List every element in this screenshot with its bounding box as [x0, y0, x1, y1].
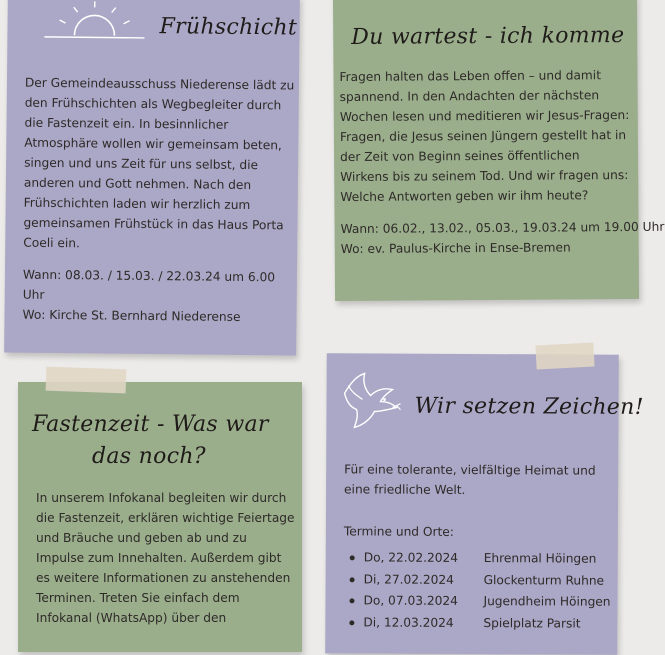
termin-date: Do, 07.03.2024: [363, 590, 483, 612]
bullet-icon: [349, 620, 354, 625]
note-text: Der Gemeindeausschuss Niederense lädt zu den Frühschichten als Wegbegleiter durch die Fastenzeit ein. In besinnlicher Atmosphäre wollen wir gemeinsam beten, singen und uns Zeit für uns selbst, die anderen und Gott nehmen. Nach den Frühschichten laden wir herzlich zum gemeinsamen Frühstück in das Haus Porta Coeli ein.: [23, 73, 295, 256]
note-body: [343, 459, 614, 634]
list-item: [344, 569, 614, 592]
note-fruehschicht: [4, 0, 300, 356]
note-title: Frühschicht: [159, 14, 297, 40]
termin-date: Do, 22.02.2024: [364, 547, 484, 569]
note-wann: Wann: 06.02., 13.02., 05.03., 19.03.24 um 19.00 Uhr: [340, 217, 630, 239]
termine-label: Termine und Orte:: [344, 521, 614, 542]
note-text: Für eine tolerante, vielfältige Heimat und eine friedliche Welt.: [344, 459, 614, 500]
termin-date: Di, 12.03.2024: [363, 612, 483, 634]
note-body: [22, 73, 295, 328]
tape-strip: [535, 342, 594, 369]
note-wann: Wann: 08.03. / 15.03. / 22.03.24 um 6.00 Uhr: [23, 265, 293, 308]
note-wo: Wo: ev. Paulus-Kirche in Ense-Bremen: [341, 237, 631, 259]
bullet-icon: [349, 598, 354, 603]
note-text: Fragen halten das Leben offen – und damit spannend. In den Andachten der nächsten Wochen lesen und meditieren wir Jesus-Fragen: Fragen, die Jesus seinen Jüngern gestellt hat in der Zeit von Beginn seines öffentlichen Wirkens bis zu seinem Tod. Und wir fragen uns: Welche Antworten geben wir ihm heute?: [339, 65, 630, 207]
note-body: [36, 488, 296, 628]
termin-place: Jugendheim Höingen: [483, 594, 610, 609]
sun-icon: [39, 0, 149, 44]
note-title: Wir setzen Zeichen!: [414, 394, 643, 420]
bullet-icon: [350, 577, 355, 582]
note-wir-setzen-zeichen: [325, 353, 619, 655]
list-item: [344, 547, 614, 570]
dove-icon: [334, 369, 404, 435]
termine-list: [343, 547, 613, 634]
termin-date: Di, 27.02.2024: [364, 569, 484, 591]
termin-place: Spielplatz Parsit: [483, 616, 580, 631]
list-item: [343, 612, 613, 635]
note-body: [339, 65, 630, 259]
note-du-wartest: [333, 0, 639, 301]
termin-place: Glockenturm Ruhne: [484, 573, 605, 588]
note-title: Du wartest - ich komme: [351, 23, 624, 50]
tape-strip: [46, 367, 127, 394]
termin-place: Ehrenmal Höingen: [484, 551, 597, 566]
note-text: In unserem Infokanal begleiten wir durch die Fastenzeit, erklären wichtige Feiertage und Bräuche und geben ab und zu Impulse zum Innehalten. Außerdem gibt es weitere Informationen zu anstehenden Terminen. Treten Sie einfach dem Infokanal (WhatsApp) über den: [36, 488, 296, 628]
note-fastenzeit: [18, 382, 302, 652]
note-title-line2: das noch?: [92, 444, 206, 469]
list-item: [343, 590, 613, 613]
note-title-line1: Fastenzeit - Was war: [32, 412, 269, 437]
bullet-icon: [350, 555, 355, 560]
note-wo: Wo: Kirche St. Bernhard Niederense: [22, 305, 292, 328]
